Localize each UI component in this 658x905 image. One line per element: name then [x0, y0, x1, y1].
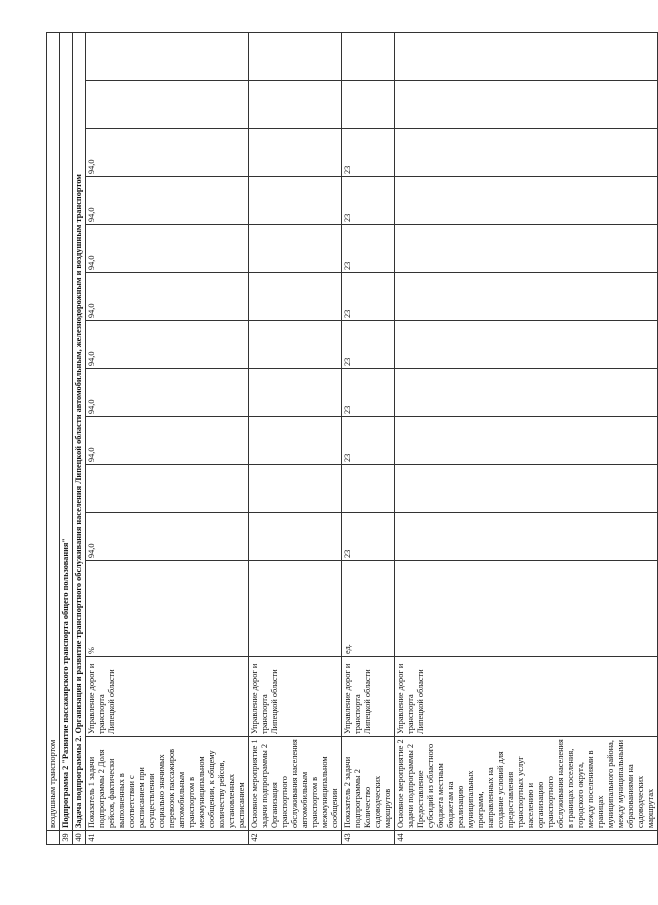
value-cell: [395, 273, 658, 321]
value-cell: [249, 321, 342, 369]
value-cell: [395, 177, 658, 225]
value-cell: [342, 81, 395, 129]
value-cell: 94,0: [86, 513, 249, 561]
table-row: [47, 32, 60, 844]
value-cell: [395, 32, 658, 80]
row-number-cell: 41: [86, 831, 249, 845]
row-number-cell: 43: [342, 831, 395, 845]
value-cell: [249, 225, 342, 273]
value-cell: 23: [342, 369, 395, 417]
value-cell: 23: [342, 177, 395, 225]
value-cell: [249, 273, 342, 321]
table-row: [73, 32, 86, 844]
value-cell: [249, 177, 342, 225]
value-cell: 23: [342, 129, 395, 177]
responsible-cell: Управление дорог и транспорта Липецкой области: [395, 657, 658, 737]
value-cell: 94,0: [86, 177, 249, 225]
indicator-table: [46, 32, 658, 845]
value-cell: 94,0: [86, 225, 249, 273]
value-cell: [395, 129, 658, 177]
value-cell: [395, 369, 658, 417]
indicator-name-cell: Основное мероприятие 2 задачи подпрограммы 2 Предоставление субсидий из областного бюджета местным бюджетам на реализацию муниципальных программ, направленных на создание условий для предоставления транспортных услуг населению и организацию транспортного обслуживания населения в границах поселения, городского округа, между поселениями в границах муниципального района, между муниципальными образованиями на садоводческих маршрутах: [395, 737, 658, 831]
table-row: [395, 32, 658, 844]
row-number-cell: 42: [249, 831, 342, 845]
value-cell: [342, 32, 395, 80]
table-row: [60, 32, 73, 844]
unit-cell: [395, 561, 658, 657]
value-cell: [86, 465, 249, 513]
row-number-cell: 40: [73, 831, 86, 845]
value-cell: [249, 81, 342, 129]
value-cell: [395, 321, 658, 369]
responsible-cell: Управление дорог и транспорта Липецкой области: [86, 657, 249, 737]
row-number-cell: 44: [395, 831, 658, 845]
value-cell: [86, 32, 249, 80]
value-cell: [86, 81, 249, 129]
value-cell: [395, 417, 658, 465]
subprogram-title-cell: Подпрограмма 2 "Развитие пассажирского транспорта общего пользования": [60, 32, 73, 830]
value-cell: 23: [342, 417, 395, 465]
indicator-name-cell: Показатель 1 задачи подпрограммы 2 Доля рейсов, фактически выполненных в соответствии с расписанием при осуществлении социально значимых перевозок пассажиров автомобильным транспортом в межмуниципальном сообщении, к общему количеству рейсов, установленных расписанием: [86, 737, 249, 831]
value-cell: 94,0: [86, 321, 249, 369]
row-number-cell: [47, 831, 60, 845]
value-cell: 23: [342, 225, 395, 273]
value-cell: [249, 513, 342, 561]
unit-cell: ед.: [342, 561, 395, 657]
value-cell: [249, 369, 342, 417]
value-cell: [395, 81, 658, 129]
value-cell: [249, 417, 342, 465]
rotated-document-page: [46, 63, 655, 845]
row-number-cell: 39: [60, 831, 73, 845]
value-cell: 23: [342, 321, 395, 369]
value-cell: 23: [342, 273, 395, 321]
table-row: [249, 32, 342, 844]
value-cell: [395, 225, 658, 273]
value-cell: [395, 513, 658, 561]
indicator-name-cell: Основное мероприятие 1 задачи подпрограммы 2 Организация транспортного обслуживания населения автомобильным транспортом в межмуниципальном сообщении: [249, 737, 342, 831]
value-cell: [395, 465, 658, 513]
table-row: [86, 32, 249, 844]
value-cell: 94,0: [86, 369, 249, 417]
value-cell: 94,0: [86, 417, 249, 465]
responsible-cell: Управление дорог и транспорта Липецкой области: [249, 657, 342, 737]
unit-cell: [249, 561, 342, 657]
unit-cell: %: [86, 561, 249, 657]
value-cell: 94,0: [86, 129, 249, 177]
table-row: [342, 32, 395, 844]
task-title-cell: Задача подпрограммы 2. Организация и развитие транспортного обслуживания населения Липецкой области автомобильным, железнодорожным и воздушным транспортом: [73, 32, 86, 830]
indicator-name-cell: Показатель 2 задачи подпрограммы 2 Количество садоводческих маршрутов: [342, 737, 395, 831]
value-cell: [249, 465, 342, 513]
responsible-cell: Управление дорог и транспорта Липецкой области: [342, 657, 395, 737]
value-cell: [342, 465, 395, 513]
value-cell: [249, 129, 342, 177]
continuation-text-cell: воздушным транспортом: [47, 32, 60, 830]
value-cell: [249, 32, 342, 80]
value-cell: 23: [342, 513, 395, 561]
value-cell: 94,0: [86, 273, 249, 321]
